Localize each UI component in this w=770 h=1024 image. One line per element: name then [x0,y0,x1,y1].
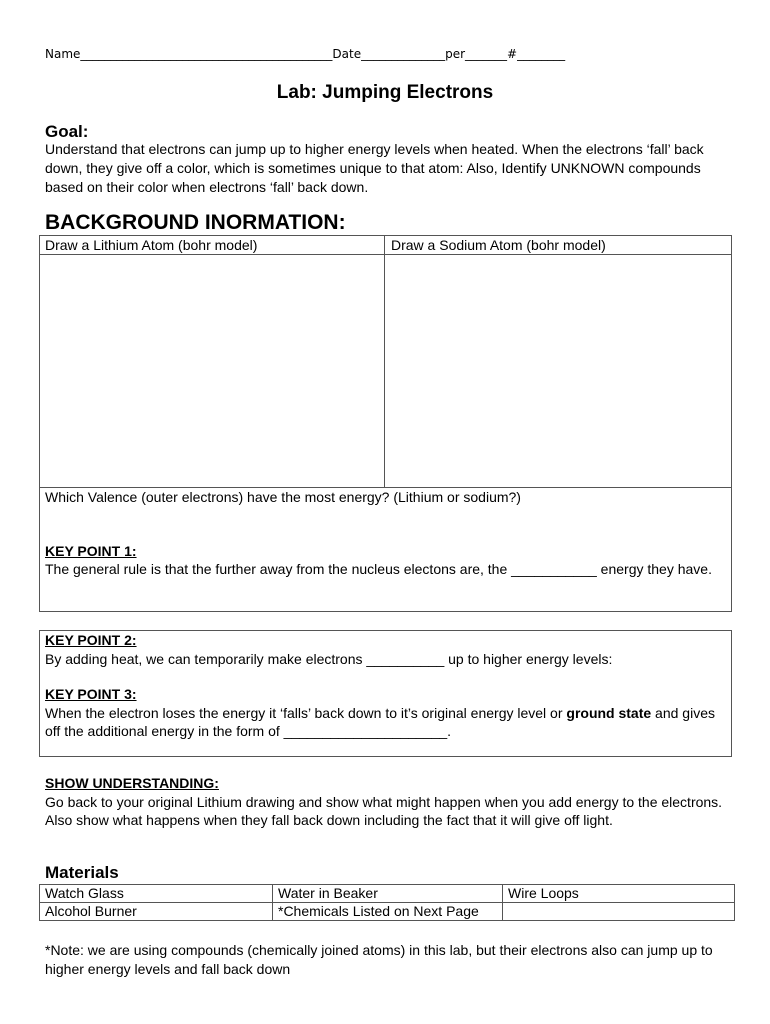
key-point-1-heading: KEY POINT 1: [45,543,137,559]
column-divider [384,235,385,488]
ground-state-term: ground state [566,705,652,721]
material-cell: Water in Beaker [273,885,503,903]
material-cell: Watch Glass [40,885,273,903]
page-title: Lab: Jumping Electrons [276,82,494,103]
lithium-drawing-label: Draw a Lithium Atom (bohr model) [45,237,258,253]
sodium-drawing-area[interactable] [386,255,731,486]
period-label: per [445,47,466,61]
key-point-3-text-start: When the electron loses the energy it ‘falls’ back down to it’s original energy level or [45,705,567,721]
table-row [40,885,735,903]
goal-heading: Goal: [45,122,89,141]
number-blank[interactable]: ________ [517,47,566,61]
valence-question: Which Valence (outer electrons) have the most energy? (Lithium or sodium?) [45,489,521,505]
show-understanding-text: Go back to your original Lithium drawing and show what might happen when you add energy to the electrons. Also show what happens when they fall back down including the fact that it will give off light. [45,794,723,828]
background-heading: BACKGROUND INORMATION: [45,211,346,234]
period-blank[interactable]: _______ [465,47,508,61]
key-point-1-text: The general rule is that the further away from the nucleus electons are, the ___________ energy they have. [45,561,712,577]
drawing-area-bottom-divider [39,487,732,488]
sodium-drawing-label: Draw a Sodium Atom (bohr model) [391,237,606,253]
material-cell: *Chemicals Listed on Next Page [273,903,503,921]
show-understanding-heading: SHOW UNDERSTANDING: [45,775,219,791]
goal-text: Understand that electrons can jump up to higher energy levels when heated. When the electrons ‘fall’ back down, they give off a color, which is sometimes unique to that atom: Also, Identify UNKNOWN compounds based on their color when electrons ‘fall’ back down. [45,141,704,195]
key-point-2-heading: KEY POINT 2: [45,632,137,648]
key-point-3-text [45,704,729,740]
date-label: Date [332,47,362,61]
name-blank[interactable]: __________________________________________ [80,47,333,61]
name-label: Name [45,47,81,61]
table-row [40,903,735,921]
key-point-3-text-end: and gives off the additional energy in the form of _____________________. [45,705,715,739]
key-point-3-heading: KEY POINT 3: [45,686,137,702]
number-label: # [507,47,518,61]
material-cell [503,903,735,921]
date-blank[interactable]: ______________ [361,47,446,61]
student-info-line [45,47,565,61]
note-text: *Note: we are using compounds (chemically joined atoms) in this lab, but their electrons also can jump up to higher energy levels and fall back down [45,942,713,977]
lithium-drawing-area[interactable] [40,255,383,486]
key-point-2-text: By adding heat, we can temporarily make electrons __________ up to higher energy levels: [45,651,613,667]
material-cell: Alcohol Burner [40,903,273,921]
material-cell: Wire Loops [503,885,735,903]
materials-heading: Materials [45,863,119,882]
materials-table [39,884,735,921]
